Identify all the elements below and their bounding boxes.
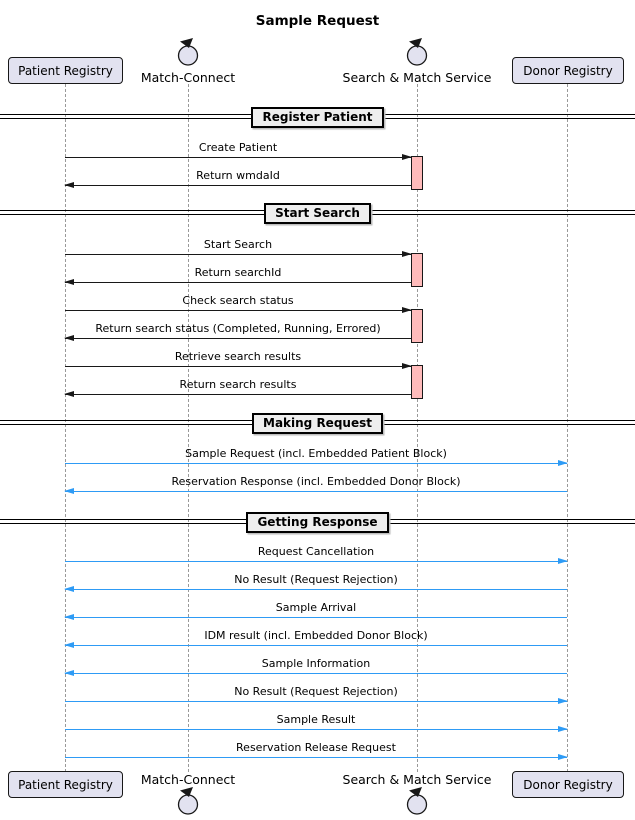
activation-bar [411, 253, 423, 287]
message-label: Sample Request (incl. Embedded Patient Block) [185, 447, 447, 460]
divider-label: Start Search [264, 203, 371, 224]
message-label: IDM result (incl. Embedded Donor Block) [204, 629, 428, 642]
message-label: No Result (Request Rejection) [234, 685, 398, 698]
activation-bar [411, 156, 423, 190]
participant-label: Patient Registry [18, 63, 113, 78]
participant-label: Donor Registry [523, 63, 613, 78]
message-arrow [65, 673, 567, 674]
message-label: Reservation Response (incl. Embedded Donor Block) [171, 475, 461, 488]
participant-label-search-match-top: Search & Match Service [342, 70, 492, 85]
message-label: Create Patient [198, 141, 278, 154]
divider-getting-response [0, 511, 635, 533]
control-icon [404, 37, 430, 67]
control-icon [175, 786, 201, 816]
divider-register-patient [0, 106, 635, 128]
message-arrow [65, 701, 567, 702]
divider-label: Making Request [252, 413, 383, 434]
divider-label: Getting Response [246, 512, 388, 533]
message-arrow [65, 282, 411, 283]
message-arrow [65, 157, 411, 158]
participant-label-search-match-bottom: Search & Match Service [342, 772, 492, 787]
message-arrow [65, 310, 411, 311]
message-label: Return searchId [194, 266, 282, 279]
message-arrow [65, 645, 567, 646]
activation-bar [411, 365, 423, 399]
message-label: No Result (Request Rejection) [234, 573, 398, 586]
participant-box-patient-registry-bottom [8, 771, 123, 798]
message-label: Sample Arrival [275, 601, 357, 614]
message-label: Start Search [203, 238, 273, 251]
message-label: Return wmdaId [196, 169, 280, 182]
participant-label-match-connect-bottom: Match-Connect [140, 772, 236, 787]
message-arrow [65, 561, 567, 562]
message-label: Retrieve search results [174, 350, 302, 363]
message-label: Return search status (Completed, Running, Errored) [95, 322, 381, 335]
participant-box-donor-registry-top [512, 57, 624, 84]
participant-box-donor-registry-bottom [512, 771, 624, 798]
control-icon [175, 37, 201, 67]
divider-label: Register Patient [251, 107, 383, 128]
message-arrow [65, 366, 411, 367]
message-arrow [65, 254, 411, 255]
message-label: Reservation Release Request [236, 741, 396, 754]
divider-making-request [0, 412, 635, 434]
message-label: Sample Information [261, 657, 371, 670]
message-arrow [65, 491, 567, 492]
message-arrow [65, 617, 567, 618]
message-arrow [65, 338, 411, 339]
control-icon [404, 786, 430, 816]
activation-bar [411, 309, 423, 343]
message-label: Sample Result [276, 713, 356, 726]
message-arrow [65, 463, 567, 464]
divider-start-search [0, 202, 635, 224]
message-arrow [65, 394, 411, 395]
participant-box-patient-registry-top [8, 57, 123, 84]
message-arrow [65, 589, 567, 590]
message-arrow [65, 729, 567, 730]
participant-label: Donor Registry [523, 777, 613, 792]
message-arrow [65, 757, 567, 758]
message-label: Request Cancellation [257, 545, 375, 558]
message-label: Return search results [179, 378, 297, 391]
participant-label-match-connect-top: Match-Connect [140, 70, 236, 85]
diagram-title: Sample Request [255, 13, 380, 29]
participant-label: Patient Registry [18, 777, 113, 792]
message-label: Check search status [182, 294, 294, 307]
message-arrow [65, 185, 411, 186]
